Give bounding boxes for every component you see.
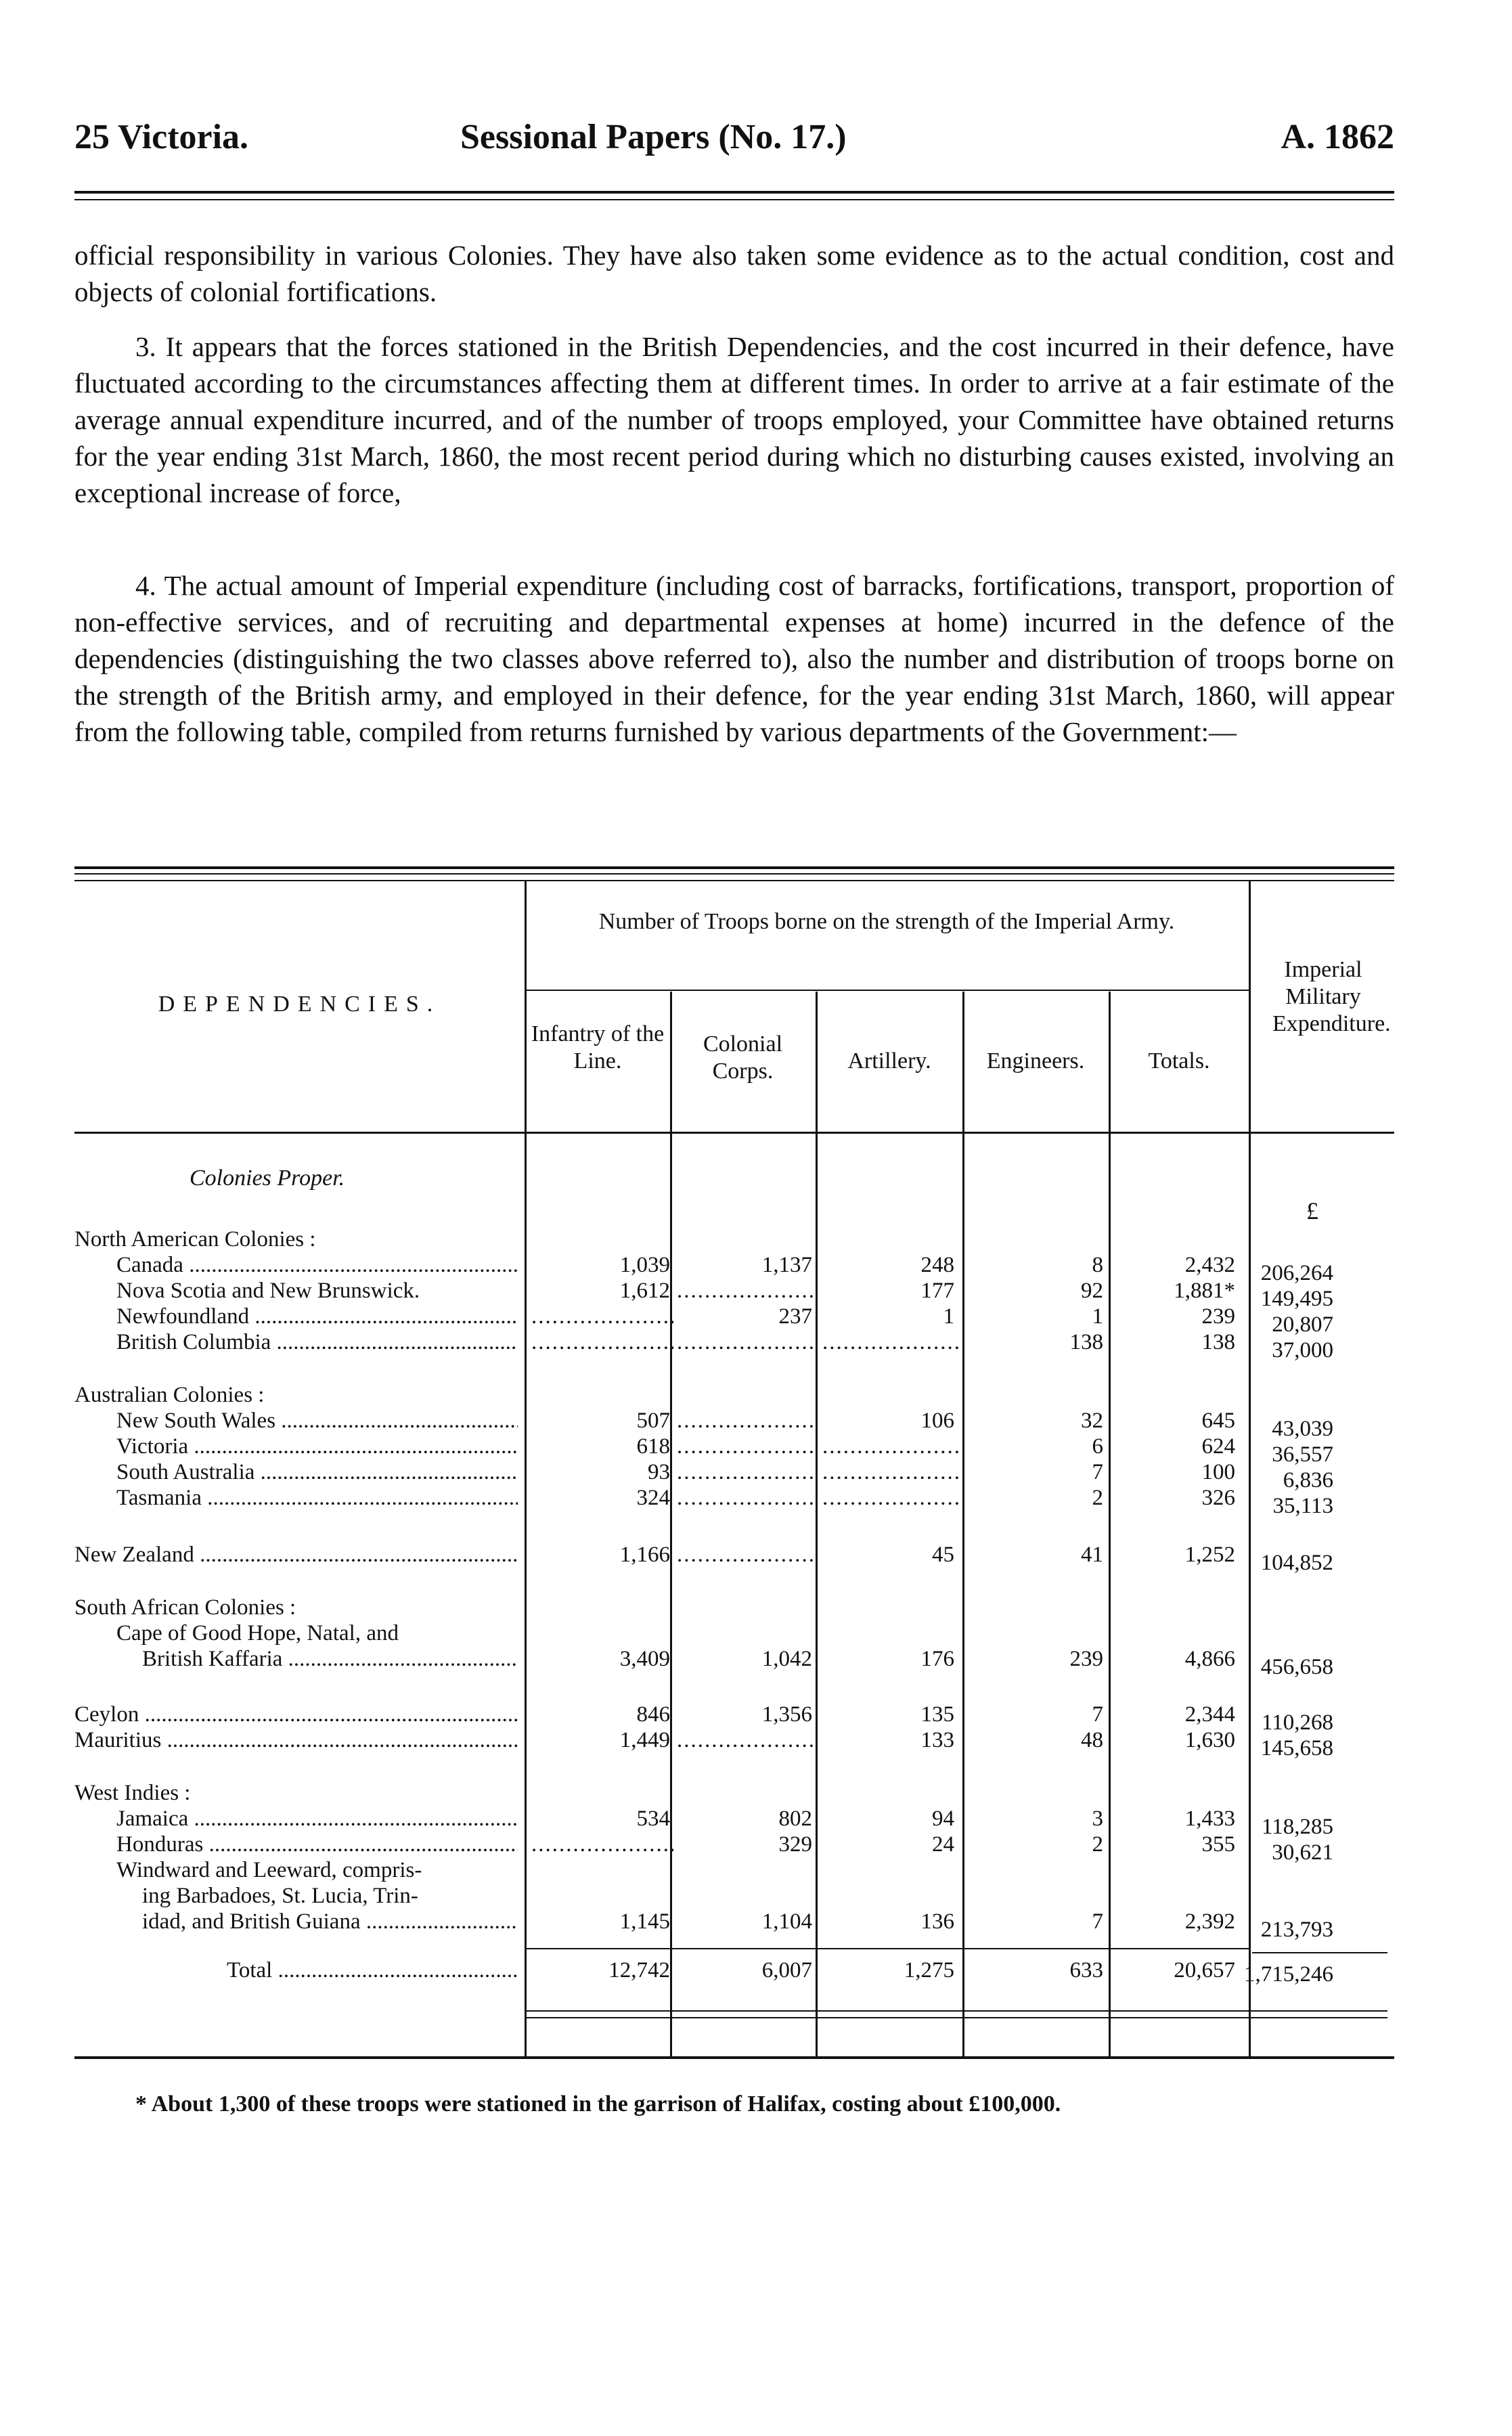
table-row xyxy=(74,1304,1394,1337)
cell-expenditure: 145,658 xyxy=(1260,1736,1333,1760)
group-australian: Australian Colonies : xyxy=(74,1383,265,1407)
cell-expenditure: 35,113 xyxy=(1272,1494,1333,1518)
cell-totals: 624 xyxy=(1201,1434,1235,1459)
table-row-cont xyxy=(74,1883,1394,1909)
row-name: Victoria ..... xyxy=(74,1434,518,1459)
cell-colonial-blank xyxy=(677,1329,816,1355)
cell-expenditure: 30,621 xyxy=(1272,1840,1333,1865)
cell-engineers: 1 xyxy=(1092,1304,1103,1329)
table-row xyxy=(74,1909,1394,1942)
col-head-engineers: Engineers. xyxy=(986,1048,1085,1073)
table-row xyxy=(74,1727,1394,1760)
troops-header: Number of Troops borne on the strength of the Imperial Army. xyxy=(598,909,1175,934)
cell-infantry: 618 xyxy=(636,1434,670,1459)
table-row xyxy=(74,1434,1394,1467)
cell-infantry: 1,039 xyxy=(619,1253,670,1277)
col-head-artillery: Artillery. xyxy=(847,1048,931,1073)
cell-colonial-blank xyxy=(677,1485,816,1511)
cell-engineers: 48 xyxy=(1081,1728,1103,1752)
table-row-total xyxy=(74,1957,1394,1987)
cell-colonial-blank xyxy=(677,1459,816,1485)
cell-expenditure: 36,557 xyxy=(1272,1442,1333,1467)
cell-engineers: 41 xyxy=(1081,1543,1103,1567)
cell-totals-total: 20,657 xyxy=(1174,1958,1235,1983)
row-name-line2: ing Barbadoes, St. Lucia, Trin- xyxy=(142,1884,418,1908)
cell-engineers: 2 xyxy=(1092,1832,1103,1857)
cell-expenditure: 43,039 xyxy=(1272,1417,1333,1441)
cell-infantry: 1,145 xyxy=(619,1909,670,1934)
page-header xyxy=(74,114,1394,161)
total-label: Total ..... xyxy=(74,1957,518,1983)
cell-expenditure: 118,285 xyxy=(1261,1815,1333,1839)
table-row xyxy=(74,1646,1394,1679)
cell-engineers: 138 xyxy=(1069,1330,1103,1354)
cell-totals: 138 xyxy=(1201,1330,1235,1354)
cell-totals: 1,252 xyxy=(1184,1543,1235,1567)
table-row xyxy=(74,1408,1394,1441)
cell-artillery: 177 xyxy=(920,1279,954,1303)
total-rule-bottom xyxy=(525,2010,1387,2012)
cell-engineers: 8 xyxy=(1092,1253,1103,1277)
troops-expenditure-table xyxy=(74,866,1394,2063)
row-name: Canada ..... xyxy=(74,1252,518,1278)
cell-engineers: 239 xyxy=(1069,1647,1103,1671)
row-name: Ceylon ..... xyxy=(74,1702,518,1727)
cell-artillery: 94 xyxy=(932,1807,954,1831)
row-name: New Zealand ..... xyxy=(74,1542,518,1568)
cell-artillery: 248 xyxy=(920,1253,954,1277)
cell-colonial: 1,137 xyxy=(761,1253,812,1277)
cell-artillery: 176 xyxy=(920,1647,954,1671)
table-row-cont xyxy=(74,1620,1394,1646)
footnote: * About 1,300 of these troops were stationed in the garrison of Halifax, costing about £100,000. xyxy=(135,2091,1061,2117)
cell-colonial-blank xyxy=(677,1434,816,1459)
row-name-line1: Windward and Leeward, compris- xyxy=(116,1858,422,1882)
table-row xyxy=(74,1702,1394,1735)
cell-artillery-total: 1,275 xyxy=(904,1958,954,1983)
cell-colonial: 329 xyxy=(778,1832,812,1857)
cell-expenditure: 149,495 xyxy=(1260,1287,1333,1311)
cell-expenditure: 37,000 xyxy=(1272,1338,1333,1363)
table-rule-top-thin xyxy=(74,873,1394,874)
table-rule-top xyxy=(74,866,1394,869)
cell-totals: 239 xyxy=(1201,1304,1235,1329)
cell-artillery: 135 xyxy=(920,1702,954,1727)
cell-colonial-total: 6,007 xyxy=(761,1958,812,1983)
row-name: British Columbia ..... xyxy=(74,1329,518,1355)
table-row xyxy=(74,1542,1394,1575)
dependencies-label: DEPENDENCIES. xyxy=(158,992,441,1017)
cell-expenditure: 110,268 xyxy=(1261,1710,1333,1735)
cell-totals: 2,392 xyxy=(1184,1909,1235,1934)
cell-colonial: 1,104 xyxy=(761,1909,812,1934)
row-name: Jamaica ..... xyxy=(74,1806,518,1832)
row-name: Nova Scotia and New Brunswick. xyxy=(116,1279,420,1303)
row-name-line1: Cape of Good Hope, Natal, and xyxy=(116,1621,399,1645)
total-rule-bottom2 xyxy=(525,2017,1387,2018)
header-sub-rule xyxy=(525,990,1249,991)
cell-colonial: 1,356 xyxy=(761,1702,812,1727)
cell-expenditure-total: 1,715,246 xyxy=(1244,1962,1333,1987)
cell-infantry: 1,449 xyxy=(619,1728,670,1752)
cell-infantry: 93 xyxy=(648,1460,670,1484)
cell-engineers: 3 xyxy=(1092,1807,1103,1831)
table-row xyxy=(74,1806,1394,1839)
cell-expenditure: 6,836 xyxy=(1283,1468,1333,1492)
cell-infantry: 1,166 xyxy=(619,1543,670,1567)
table-row-cont xyxy=(74,1857,1394,1883)
cell-artillery: 45 xyxy=(932,1543,954,1567)
cell-infantry-blank xyxy=(531,1329,673,1355)
cell-artillery: 133 xyxy=(920,1728,954,1752)
cell-totals: 326 xyxy=(1201,1486,1235,1510)
cell-totals: 1,433 xyxy=(1184,1807,1235,1831)
row-name: Mauritius ..... xyxy=(74,1727,518,1753)
table-rule-top-thin2 xyxy=(74,880,1394,881)
table-row xyxy=(74,1252,1394,1285)
cell-engineers: 2 xyxy=(1092,1486,1103,1510)
cell-expenditure: 213,793 xyxy=(1260,1918,1333,1942)
cell-infantry: 507 xyxy=(636,1409,670,1433)
col-head-expenditure: Imperial Military Expenditure. xyxy=(1272,957,1391,1036)
cell-totals: 2,432 xyxy=(1184,1253,1235,1277)
paragraph-3: 3. It appears that the forces stationed in the British Dependencies, and the cost incurred in their defence, have fluctuated according to the circumstances affecting them at different times. In order to arrive at a fair estimate of the average annual expenditure incurred, and of the number of troops employed, your Committee have obtained returns for the year ending 31st March, 1860, the most recent period during which no disturbing causes existed, involving an exceptional increase of force, xyxy=(74,331,1394,508)
group-south-african: South African Colonies : xyxy=(74,1595,296,1620)
row-name: idad, and British Guiana ..... xyxy=(74,1909,518,1934)
cell-infantry: 1,612 xyxy=(619,1279,670,1303)
cell-expenditure: 20,807 xyxy=(1272,1312,1333,1337)
cell-engineers-total: 633 xyxy=(1069,1958,1103,1983)
row-name: British Kaffaria ..... xyxy=(74,1646,518,1672)
paragraph-4: 4. The actual amount of Imperial expenditure (including cost of barracks, fortifications, transport, proportion of non-effective services, and of recruiting and departmental expenses at home) incurred in the defence of the dependencies (distinguishing the two classes above referred to), also the number and distribution of troops borne on the strength of the British army, and employed in their defence, for the year ending 31st March, 1860, will appear from the following table, compiled from returns furnished by various departments of the Government:— xyxy=(74,570,1394,747)
cell-infantry: 324 xyxy=(636,1486,670,1510)
cell-colonial: 802 xyxy=(778,1807,812,1831)
cell-totals: 2,344 xyxy=(1184,1702,1235,1727)
cell-engineers: 7 xyxy=(1092,1909,1103,1934)
row-name: South Australia ..... xyxy=(74,1459,518,1485)
row-name: Honduras ..... xyxy=(74,1832,518,1857)
cell-colonial: 237 xyxy=(778,1304,812,1329)
header-left: 25 Victoria. xyxy=(74,118,249,156)
cell-engineers: 32 xyxy=(1081,1409,1103,1433)
cell-infantry-total: 12,742 xyxy=(608,1958,670,1983)
cell-totals: 355 xyxy=(1201,1832,1235,1857)
cell-artillery: 24 xyxy=(932,1832,954,1857)
col-head-colonial: Colonial Corps. xyxy=(703,1032,783,1084)
currency-symbol: £ xyxy=(1306,1197,1318,1224)
cell-artillery: 136 xyxy=(920,1909,954,1934)
col-head-infantry: Infantry of the Line. xyxy=(531,1021,665,1073)
cell-colonial: 1,042 xyxy=(761,1647,812,1671)
paragraph-intro: official responsibility in various Colonies. They have also taken some evidence as to the actual condition, cost and objects of colonial fortifications. xyxy=(74,240,1394,307)
cell-totals: 100 xyxy=(1201,1460,1235,1484)
table-row xyxy=(74,1832,1394,1865)
col-head-totals: Totals. xyxy=(1148,1048,1210,1073)
table-row xyxy=(74,1329,1394,1363)
row-name: Newfoundland ..... xyxy=(74,1304,518,1329)
row-name: Tasmania ..... xyxy=(74,1485,518,1511)
cell-totals: 1,630 xyxy=(1184,1728,1235,1752)
cell-engineers: 92 xyxy=(1081,1279,1103,1303)
cell-infantry: 846 xyxy=(636,1702,670,1727)
header-rule-top xyxy=(74,191,1394,194)
cell-infantry: 534 xyxy=(636,1807,670,1831)
group-west-indies: West Indies : xyxy=(74,1781,191,1805)
cell-artillery: 1 xyxy=(943,1304,954,1329)
cell-expenditure: 104,852 xyxy=(1260,1551,1333,1575)
cell-totals: 1,881* xyxy=(1174,1279,1235,1303)
header-bottom-rule xyxy=(74,1132,1394,1134)
table-row xyxy=(74,1459,1394,1492)
group-north-american: North American Colonies : xyxy=(74,1227,316,1252)
table-row xyxy=(74,1278,1394,1311)
cell-totals: 4,866 xyxy=(1184,1647,1235,1671)
cell-artillery: 106 xyxy=(920,1409,954,1433)
cell-engineers: 6 xyxy=(1092,1434,1103,1459)
cell-engineers: 7 xyxy=(1092,1702,1103,1727)
cell-infantry: 3,409 xyxy=(619,1647,670,1671)
total-rule-top xyxy=(525,1948,1249,1949)
table-row xyxy=(74,1485,1394,1518)
header-center: Sessional Papers (No. 17.) xyxy=(460,118,847,156)
table-rule-bottom xyxy=(74,2056,1394,2059)
cell-totals: 645 xyxy=(1201,1409,1235,1433)
cell-expenditure: 206,264 xyxy=(1260,1261,1333,1285)
cell-engineers: 7 xyxy=(1092,1460,1103,1484)
total-rule-top-exp xyxy=(1252,1952,1387,1953)
row-name: New South Wales ..... xyxy=(74,1408,518,1434)
header-rule-bottom xyxy=(74,199,1394,200)
cell-expenditure: 456,658 xyxy=(1260,1655,1333,1679)
header-right: A. 1862 xyxy=(1281,118,1394,156)
colonies-proper-heading: Colonies Proper. xyxy=(190,1166,345,1191)
